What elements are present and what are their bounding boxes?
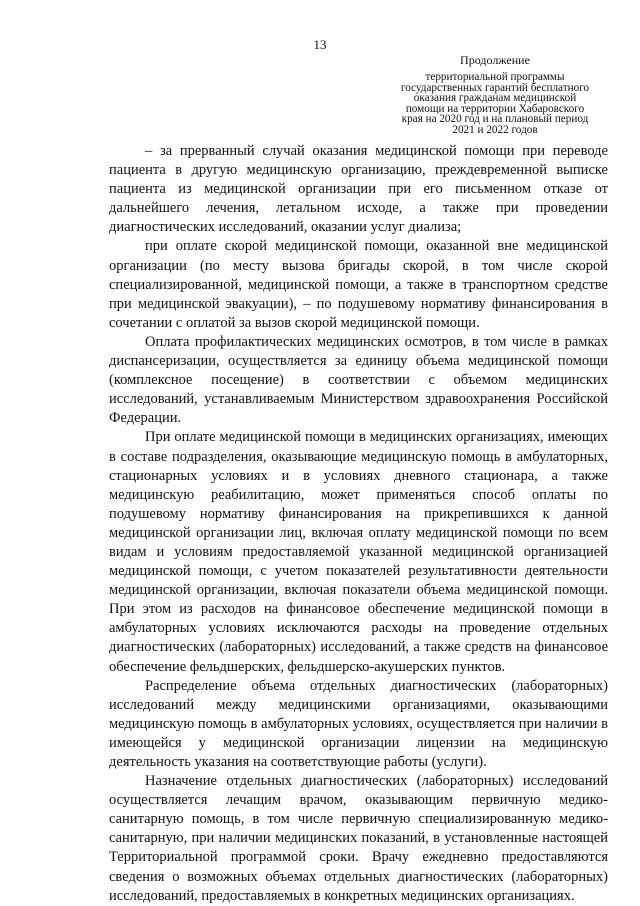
page-number: 13 [313,37,327,52]
paragraph: При оплате медицинской помощи в медицинских организациях, имеющих в составе подразделения, оказывающие медицинскую помощь в амбулаторных, стационарных условиях и в условиях дневного стационара, а также медицинскую реабилитацию, может применяться способ оплаты по подушевому нормативу финансирования на прикрепившихся к данной медицинской организации лиц, включая оплату медицинской помощи по всем видам и условиям предоставляемой указанной медицинской организацией медицинской помощи, с учетом показателей результативности деятельности медицинской организации, включая показатели объема медицинской помощи. При этом из расходов на финансовое обеспечение медицинской помощи в амбулаторных условиях исключаются расходы на проведение отдельных диагностических (лабораторных) исследований, а также средств на финансовое обеспечение фельдшерских, фельдшерско-акушерских пунктов. [109,429,608,675]
program-header [380,72,610,136]
body-text [109,142,608,906]
header-line: 2021 и 2022 годов [452,123,538,136]
paragraph: Распределение объема отдельных диагностических (лабораторных) исследований между медицинскими организациями, оказывающими медицинскую помощь в амбулаторных условиях, осуществляется при наличии в имеющейся у медицинской организации лицензии на медицинскую деятельность указания на соответствующие работы (услуги). [109,677,608,770]
header-line: края на 2020 год и на плановый период [401,113,589,126]
paragraph: – за прерванный случай оказания медицинской помощи при переводе пациента в другую медицинскую организацию, преждевременной выписке пациента из медицинской организации при его письменном отказе от дальнейшего лечения, летальном исходе, а также при проведении диагностических исследований, оказании услуг диализа; [109,143,608,236]
header-line: помощи на территории Хабаровского [405,102,585,115]
continuation-label: Продолжение [460,53,530,67]
header-line: территориальной программы [425,71,565,83]
header-line: государственных гарантий бесплатного [400,81,590,94]
paragraph: Назначение отдельных диагностических (лабораторных) исследований осуществляется лечащим врачом, оказывающим первичную медико-санитарную помощь, в том числе первичную специализированную медико-санитарную, при наличии медицинских показаний, в установленные настоящей Территориальной программой сроки. Врачу ежедневно предоставляются сведения о возможных объемах отдельных диагностических (лабораторных) исследований, предоставляемых в конкретных медицинских организациях. [109,773,608,904]
paragraph: при оплате скорой медицинской помощи, оказанной вне медицинской организации (по месту вызова бригады скорой, в том числе скорой специализированной, медицинской помощи, а также в транспортном средстве при медицинской эвакуации), – по подушевому нормативу финансирования в сочетании с оплатой за вызов скорой медицинской помощи. [109,238,608,331]
paragraph: Оплата профилактических медицинских осмотров, в том числе в рамках диспансеризации, осуществляется за единицу объема медицинской помощи (комплексное посещение) в соответствии с объемом медицинских исследований, устанавливаемым Министерством здравоохранения Российской Федерации. [109,333,608,427]
header-line: оказания гражданам медицинской [413,92,577,105]
